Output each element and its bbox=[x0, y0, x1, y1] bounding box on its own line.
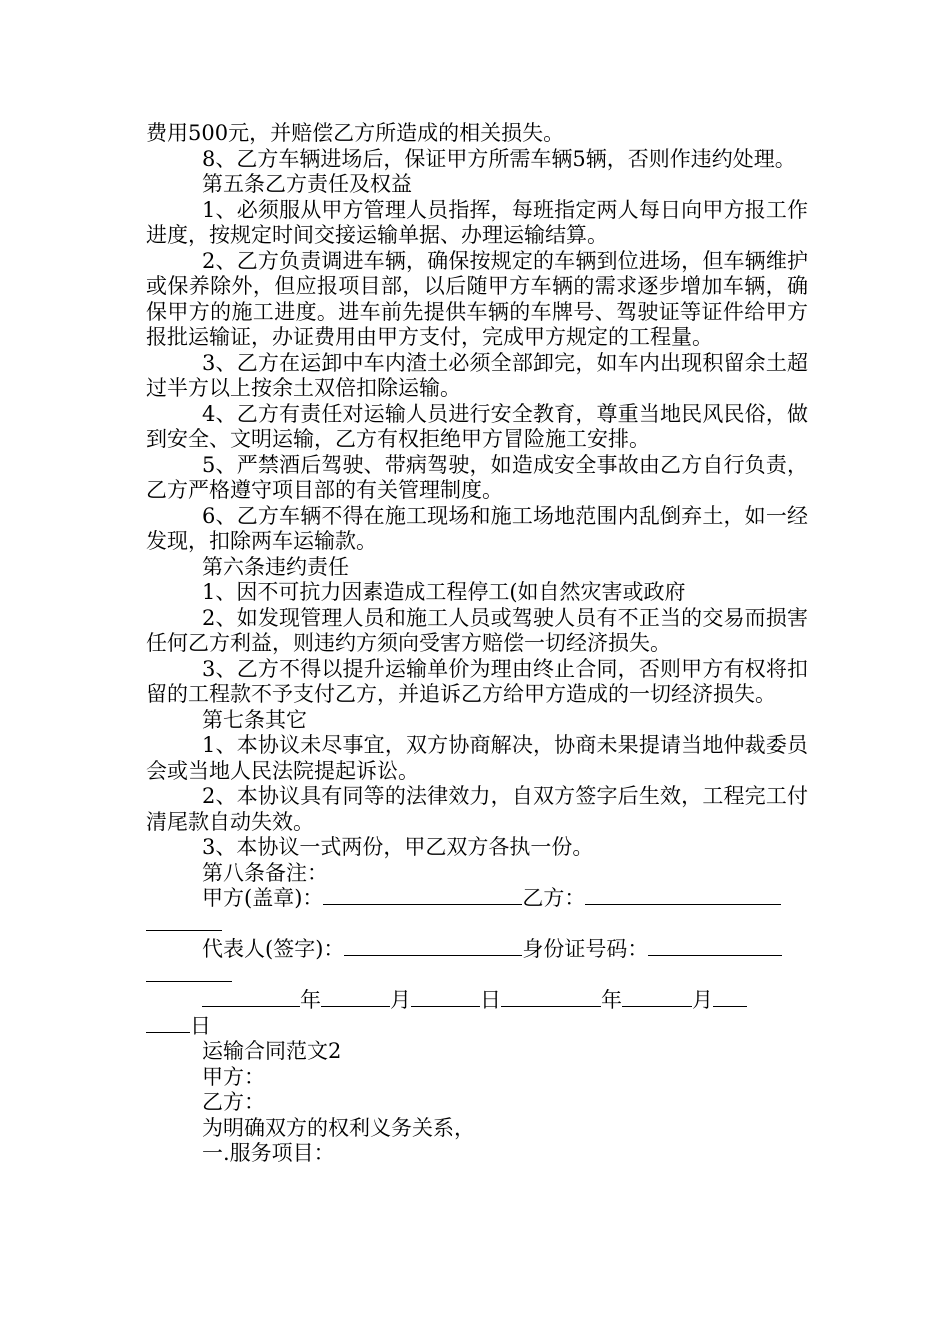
day-b-blank[interactable] bbox=[713, 988, 747, 1007]
paragraph: 3、本协议一式两份，甲乙双方各执一份。 bbox=[202, 835, 594, 859]
paragraph: 1、本协议未尽事宜，双方协商解决，协商未果提请当地仲裁委员会或当地人民法院提起诉讼。 bbox=[146, 733, 808, 783]
date-line bbox=[146, 988, 808, 1014]
year-b-label: 年 bbox=[601, 988, 622, 1012]
paragraph: 费用500元，并赔偿乙方所造成的相关损失。 bbox=[146, 121, 565, 145]
month-a-label: 月 bbox=[390, 988, 411, 1012]
paragraph: 5、严禁酒后驾驶、带病驾驶，如造成安全事故由乙方自行负责，乙方严格遵守项目部的有关管理制度。 bbox=[146, 452, 808, 502]
year-a-blank[interactable] bbox=[202, 988, 300, 1007]
date-line-wrap bbox=[146, 1014, 808, 1040]
representative-line bbox=[146, 937, 808, 963]
section-heading: 第五条乙方责任及权益 bbox=[202, 172, 412, 196]
party-a-label: 甲方(盖章)： bbox=[202, 886, 324, 910]
paragraph: 2、乙方负责调进车辆，确保按规定的车辆到位进场，但车辆维护或保养除外，但应报项目部，以后随甲方车辆的需求逐步增加车辆，确保甲方的施工进度。进车前先提供车辆的车牌号、驾驶证等证件给甲方报批运输证，办证费用由甲方支付，完成甲方规定的工程量。 bbox=[146, 248, 808, 349]
paragraph: 8、乙方车辆进场后，保证甲方所需车辆5辆，否则作违约处理。 bbox=[202, 146, 796, 171]
party-a-line: 甲方： bbox=[202, 1064, 265, 1089]
party-signature-line bbox=[146, 886, 808, 912]
month-a-blank[interactable] bbox=[321, 988, 390, 1007]
party-b-label: 乙方： bbox=[522, 886, 586, 910]
month-b-label: 月 bbox=[692, 988, 713, 1012]
paragraph: 3、乙方在运卸中车内渣土必须全部卸完，如车内出现积留余土超过半方以上按余土双倍扣除运输。 bbox=[146, 350, 808, 400]
section-heading: 第八条备注： bbox=[202, 860, 328, 885]
day-b-label: 日 bbox=[190, 1013, 211, 1038]
year-a-label: 年 bbox=[300, 988, 321, 1012]
year-b-blank[interactable] bbox=[501, 988, 601, 1007]
id-number-blank[interactable] bbox=[648, 937, 782, 956]
paragraph: 1、因不可抗力因素造成工程停工(如自然灾害或政府 bbox=[202, 580, 686, 604]
paragraph: 1、必须服从甲方管理人员指挥，每班指定两人每日向甲方报工作进度，按规定时间交接运输单据、办理运输结算。 bbox=[146, 197, 808, 247]
party-b-blank-continued[interactable] bbox=[146, 912, 222, 931]
representative-line-wrap bbox=[146, 963, 808, 989]
paragraph: 4、乙方有责任对运输人员进行安全教育，尊重当地民风民俗，做到安全、文明运输，乙方有权拒绝甲方冒险施工安排。 bbox=[146, 401, 808, 451]
paragraph: 为明确双方的权利义务关系， bbox=[202, 1115, 475, 1140]
representative-label: 代表人(签字)： bbox=[202, 937, 345, 961]
id-number-label: 身份证号码： bbox=[522, 937, 649, 961]
day-b-blank-continued[interactable] bbox=[146, 1014, 190, 1033]
section-heading: 第六条违约责任 bbox=[202, 554, 349, 579]
document-title: 运输合同范文2 bbox=[202, 1039, 342, 1063]
paragraph: 2、本协议具有同等的法律效力，自双方签字后生效，工程完工付清尾款自动失效。 bbox=[146, 784, 808, 834]
document-body bbox=[146, 121, 808, 1167]
month-b-blank[interactable] bbox=[622, 988, 692, 1007]
id-number-blank-continued[interactable] bbox=[146, 963, 232, 982]
party-signature-line-wrap bbox=[146, 912, 808, 938]
day-a-blank[interactable] bbox=[411, 988, 480, 1007]
representative-blank[interactable] bbox=[344, 937, 522, 956]
paragraph: 2、如发现管理人员和施工人员或驾驶人员有不正当的交易而损害任何乙方利益，则违约方须向受害方赔偿一切经济损失。 bbox=[146, 605, 808, 655]
paragraph: 6、乙方车辆不得在施工现场和施工场地范围内乱倒弃土，如一经发现，扣除两车运输款。 bbox=[146, 503, 808, 553]
party-a-blank[interactable] bbox=[323, 886, 522, 905]
section-heading: 第七条其它 bbox=[202, 707, 307, 732]
party-b-line: 乙方： bbox=[202, 1090, 265, 1114]
paragraph: 3、乙方不得以提升运输单价为理由终止合同，否则甲方有权将扣留的工程款不予支付乙方，并追诉乙方给甲方造成的一切经济损失。 bbox=[146, 656, 808, 706]
section-heading: 一.服务项目： bbox=[202, 1141, 335, 1165]
party-b-blank[interactable] bbox=[585, 886, 781, 905]
day-a-label: 日 bbox=[480, 988, 501, 1012]
